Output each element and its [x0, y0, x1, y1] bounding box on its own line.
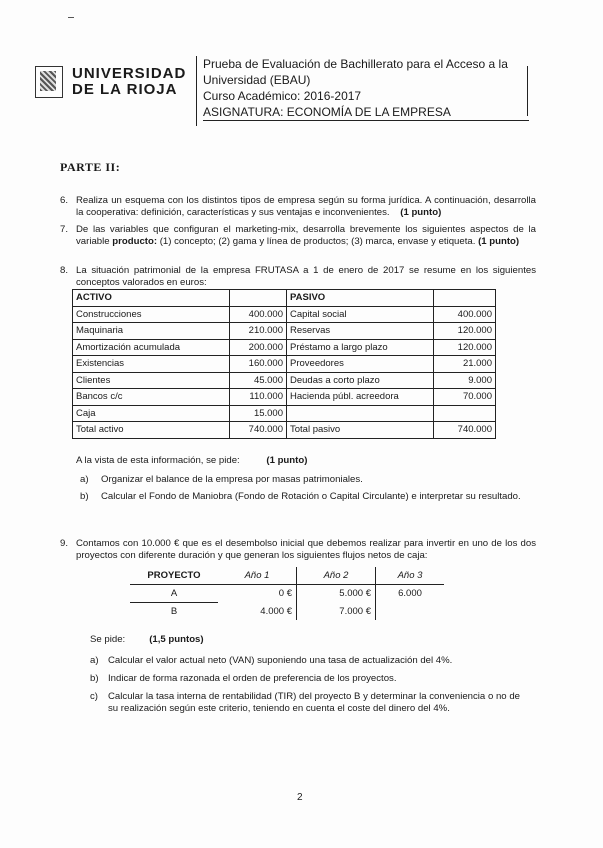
page-number: 2: [297, 792, 303, 803]
q8-text: La situación patrimonial de la empresa FRUTASA a 1 de enero de 2017 se resume en los siguientes conceptos valorados en euros:: [76, 265, 536, 288]
activo-header: ACTIVO: [73, 290, 230, 307]
header-divider: [196, 56, 197, 126]
subject: ASIGNATURA: ECONOMÍA DE LA EMPRESA: [203, 105, 451, 119]
project-header: PROYECTO: [130, 567, 218, 585]
exam-header: [203, 56, 508, 120]
total-activo-value: 740.000: [230, 422, 287, 439]
q9-item-b: Indicar de forma razonada el orden de preferencia de los proyectos.: [108, 673, 397, 684]
total-pasivo-label: Total pasivo: [287, 422, 434, 439]
section-title: PARTE II:: [60, 160, 121, 174]
exam-title-line2: Universidad (EBAU): [203, 73, 311, 87]
q7-points: (1 punto): [478, 236, 520, 247]
q9-item-letter: b): [90, 673, 99, 684]
q8-item-b: Calcular el Fondo de Maniobra (Fondo de Rotación o Capital Circulante) e interpretar su resultado.: [101, 491, 521, 502]
q9-ask: Se pide: (1,5 puntos): [90, 634, 204, 645]
university-name: UNIVERSIDAD DE LA RIOJA: [72, 65, 187, 98]
q8-item-letter: a): [80, 474, 89, 485]
q7-number: 7.: [60, 224, 69, 235]
table-row: Bancos c/c 110.000 Hacienda públ. acreedora 70.000: [73, 389, 496, 406]
q7-text: De las variables que configuran el marketing-mix, desarrolla brevemente los siguientes aspectos de la variable producto: (1) concepto; (2) gama y línea de productos; (3) marca, envase y etiqueta. (1 punto): [76, 224, 536, 247]
table-row: Maquinaria 210.000 Reservas 120.000: [73, 323, 496, 340]
q9-item-letter: c): [90, 691, 98, 702]
table-row: Caja 15.000: [73, 405, 496, 422]
total-pasivo-value: 740.000: [434, 422, 496, 439]
q8-points: (1 punto): [266, 455, 308, 466]
q9-item-letter: a): [90, 655, 99, 666]
academic-year: Curso Académico: 2016-2017: [203, 89, 362, 103]
q6-text: Realiza un esquema con los distintos tipos de empresa según su forma jurídica. A continuación, desarrolla la cooperativa: definición, características y sus ventajas e inconvenientes. (1 punto): [76, 195, 536, 218]
q6-points: (1 punto): [400, 207, 442, 218]
projects-table: [130, 567, 444, 620]
q8-ask: A la vista de esta información, se pide: (1 punto): [76, 455, 308, 466]
table-row-total: [73, 422, 496, 439]
total-activo-label: Total activo: [73, 422, 230, 439]
q8-item-letter: b): [80, 491, 89, 502]
q9-text: Contamos con 10.000 € que es el desembolso inicial que debemos realizar para invertir en uno de los dos proyectos con diferente duración y que generan los siguientes flujos netos de caja:: [76, 538, 536, 561]
q9-item-a: Calcular el valor actual neto (VAN) suponiendo una tasa de actualización del 4%.: [108, 655, 453, 666]
table-row: Existencias 160.000 Proveedores 21.000: [73, 356, 496, 373]
table-row: Construcciones 400.000 Capital social 400.000: [73, 306, 496, 323]
table-row: A 0 € 5.000 € 6.000: [130, 585, 444, 603]
table-row: PROYECTO Año 1 Año 2 Año 3: [130, 567, 444, 585]
header-underline: [203, 120, 529, 121]
table-row: B 4.000 € 7.000 €: [130, 603, 444, 621]
q8-item-a: Organizar el balance de la empresa por masas patrimoniales.: [101, 474, 363, 485]
q8-number: 8.: [60, 265, 69, 276]
university-logo: [35, 66, 63, 98]
header-divider-right: [527, 66, 528, 116]
table-row: [73, 290, 496, 307]
scan-mark: [68, 17, 74, 18]
table-row: Clientes 45.000 Deudas a corto plazo 9.000: [73, 372, 496, 389]
q9-number: 9.: [60, 538, 69, 549]
q9-points: (1,5 puntos): [149, 634, 204, 645]
pasivo-header: PASIVO: [287, 290, 434, 307]
exam-title-line1: Prueba de Evaluación de Bachillerato para el Acceso a la: [203, 57, 508, 71]
table-row: Amortización acumulada 200.000 Préstamo a largo plazo 120.000: [73, 339, 496, 356]
q9-item-c: Calcular la tasa interna de rentabilidad (TIR) del proyecto B y determinar la conveniencia o no de su realización según este criterio, teniendo en cuenta el coste del dinero del 4%.: [108, 691, 520, 714]
balance-table: [72, 289, 496, 439]
q6-number: 6.: [60, 195, 69, 206]
